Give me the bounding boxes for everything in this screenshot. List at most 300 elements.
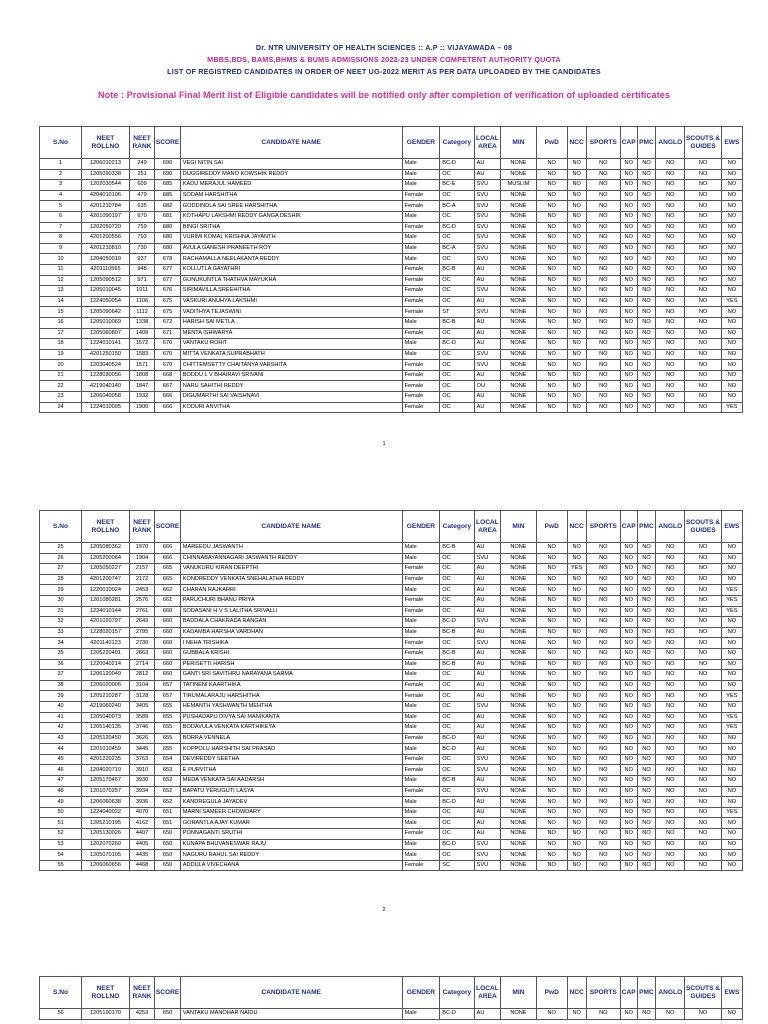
- cell-pwd: NO: [536, 275, 567, 286]
- cell-rollno: 1205190170: [82, 1009, 130, 1020]
- cell-sports: NO: [586, 850, 620, 861]
- cell-ews: NO: [721, 328, 742, 339]
- cell-gender: Female: [402, 296, 440, 307]
- cell-ews: NO: [721, 381, 742, 392]
- cell-local-area: SVU: [474, 701, 501, 712]
- cell-rank: 3746: [129, 723, 155, 734]
- cell-pwd: NO: [536, 860, 567, 871]
- cell-candidate-name: VANTAKU ROHIT: [180, 339, 402, 350]
- cell-pwd: NO: [536, 1009, 567, 1020]
- cell-pmc: NO: [637, 286, 656, 297]
- table-row: [40, 617, 743, 628]
- table-row: [40, 243, 743, 254]
- table-row: [40, 370, 743, 381]
- cell-score: 680: [155, 222, 181, 233]
- cell-pmc: NO: [637, 765, 656, 776]
- cell-ncc: YES: [567, 564, 586, 575]
- column-header-sports: SPORTS: [586, 977, 620, 1009]
- column-header-ews: EWS: [721, 977, 742, 1009]
- cell-scouts-guides: NO: [685, 275, 722, 286]
- cell-sno: 36: [40, 659, 82, 670]
- cell-sports: NO: [586, 595, 620, 606]
- cell-pwd: NO: [536, 754, 567, 765]
- cell-category: BC-D: [440, 617, 474, 628]
- cell-gender: Male: [402, 617, 440, 628]
- cell-rollno: 1201070257: [82, 786, 130, 797]
- cell-category: BC-E: [440, 180, 474, 191]
- cell-ncc: NO: [567, 807, 586, 818]
- table-row: [40, 381, 743, 392]
- cell-rank: 3405: [129, 701, 155, 712]
- cell-sports: NO: [586, 564, 620, 575]
- cell-rank: 937: [129, 254, 155, 265]
- cell-pmc: NO: [637, 744, 656, 755]
- merit-table-page-2: [39, 510, 743, 871]
- cell-category: OC: [440, 670, 474, 681]
- cell-category: OC: [440, 169, 474, 180]
- cell-gender: Male: [402, 585, 440, 596]
- cell-ncc: NO: [567, 296, 586, 307]
- cell-sports: NO: [586, 701, 620, 712]
- table-row: [40, 190, 743, 201]
- cell-ncc: NO: [567, 254, 586, 265]
- cell-anglo: NO: [656, 349, 685, 360]
- cell-local-area: SVU: [474, 754, 501, 765]
- cell-score: 677: [155, 264, 181, 275]
- cell-rollno: 1205130026: [82, 829, 130, 840]
- column-header-min: MIN: [501, 511, 536, 543]
- cell-min: NONE: [501, 360, 536, 371]
- cell-category: BC-B: [440, 264, 474, 275]
- cell-min: NONE: [501, 286, 536, 297]
- cell-scouts-guides: NO: [685, 818, 722, 829]
- cell-sports: NO: [586, 211, 620, 222]
- cell-pwd: NO: [536, 317, 567, 328]
- cell-anglo: NO: [656, 765, 685, 776]
- cell-pwd: NO: [536, 680, 567, 691]
- cell-sno: 27: [40, 564, 82, 575]
- cell-ncc: NO: [567, 744, 586, 755]
- cell-scouts-guides: NO: [685, 1009, 722, 1020]
- column-header-rank: NEET RANK: [129, 511, 155, 543]
- cell-score: 660: [155, 617, 181, 628]
- cell-score: 650: [155, 1009, 181, 1020]
- cell-ews: NO: [721, 286, 742, 297]
- cell-rank: 4162: [129, 818, 155, 829]
- cell-ews: NO: [721, 786, 742, 797]
- cell-cap: NO: [620, 776, 637, 787]
- cell-local-area: AU: [474, 829, 501, 840]
- cell-candidate-name: GODDINDLA SAI SREE HARSHITHA: [180, 201, 402, 212]
- cell-rank: 1571: [129, 360, 155, 371]
- table-row: [40, 776, 743, 787]
- cell-cap: NO: [620, 392, 637, 403]
- cell-rank: 730: [129, 243, 155, 254]
- cell-scouts-guides: NO: [685, 595, 722, 606]
- cell-pmc: NO: [637, 296, 656, 307]
- cell-pwd: NO: [536, 638, 567, 649]
- cell-min: NONE: [501, 585, 536, 596]
- cell-local-area: AU: [474, 169, 501, 180]
- cell-min: NONE: [501, 691, 536, 702]
- cell-rank: 3445: [129, 744, 155, 755]
- cell-gender: Male: [402, 659, 440, 670]
- cell-anglo: NO: [656, 701, 685, 712]
- cell-cap: NO: [620, 723, 637, 734]
- column-header-rank: NEET RANK: [129, 127, 155, 159]
- cell-pmc: NO: [637, 222, 656, 233]
- cell-ncc: NO: [567, 349, 586, 360]
- cell-cap: NO: [620, 264, 637, 275]
- cell-score: 675: [155, 307, 181, 318]
- cell-min: NONE: [501, 850, 536, 861]
- cell-scouts-guides: NO: [685, 392, 722, 403]
- cell-score: 676: [155, 286, 181, 297]
- cell-pmc: NO: [637, 317, 656, 328]
- cell-min: NONE: [501, 254, 536, 265]
- column-header-anglo: ANGLO: [656, 127, 685, 159]
- cell-anglo: NO: [656, 201, 685, 212]
- cell-pmc: NO: [637, 691, 656, 702]
- cell-category: OC: [440, 807, 474, 818]
- cell-sno: 11: [40, 264, 82, 275]
- cell-rollno: 4201020797: [82, 617, 130, 628]
- cell-scouts-guides: NO: [685, 180, 722, 191]
- cell-rank: 3104: [129, 680, 155, 691]
- cell-category: OC: [440, 564, 474, 575]
- cell-pmc: NO: [637, 1009, 656, 1020]
- cell-ews: NO: [721, 797, 742, 808]
- cell-ncc: NO: [567, 574, 586, 585]
- cell-sports: NO: [586, 286, 620, 297]
- cell-rank: 1011: [129, 286, 155, 297]
- cell-cap: NO: [620, 606, 637, 617]
- cell-local-area: AU: [474, 328, 501, 339]
- provisional-note: Note : Provisional Final Merit list of Eligible candidates will be notified only after completion of verification of uploaded certificates: [98, 90, 670, 100]
- cell-sports: NO: [586, 180, 620, 191]
- cell-rollno: 1205080362: [82, 543, 130, 554]
- cell-rank: 4405: [129, 839, 155, 850]
- cell-scouts-guides: NO: [685, 829, 722, 840]
- cell-pmc: NO: [637, 659, 656, 670]
- cell-anglo: NO: [656, 169, 685, 180]
- cell-category: BC-B: [440, 543, 474, 554]
- cell-score: 650: [155, 829, 181, 840]
- cell-ews: NO: [721, 553, 742, 564]
- cell-sno: 23: [40, 392, 82, 403]
- cell-category: BC-D: [440, 159, 474, 170]
- cell-gender: Male: [402, 712, 440, 723]
- cell-sports: NO: [586, 606, 620, 617]
- merit-table-page-3: [39, 976, 743, 1020]
- cell-category: BC-D: [440, 222, 474, 233]
- cell-pwd: NO: [536, 211, 567, 222]
- cell-rollno: 4201210810: [82, 243, 130, 254]
- column-header-rollno: NEET ROLLNO: [82, 127, 130, 159]
- column-header-pmc: PMC: [637, 127, 656, 159]
- table-row: [40, 839, 743, 850]
- cell-sno: 48: [40, 786, 82, 797]
- cell-gender: Female: [402, 606, 440, 617]
- cell-gender: Female: [402, 360, 440, 371]
- cell-score: 667: [155, 381, 181, 392]
- cell-pwd: NO: [536, 264, 567, 275]
- cell-rank: 1808: [129, 370, 155, 381]
- cell-score: 650: [155, 860, 181, 871]
- cell-local-area: SVU: [474, 786, 501, 797]
- cell-category: OC: [440, 392, 474, 403]
- cell-category: OC: [440, 254, 474, 265]
- column-header-local-area: LOCAL AREA: [474, 127, 501, 159]
- cell-category: OC: [440, 360, 474, 371]
- cell-ews: YES: [721, 807, 742, 818]
- cell-local-area: SVU: [474, 360, 501, 371]
- cell-ews: NO: [721, 1009, 742, 1020]
- cell-ncc: NO: [567, 818, 586, 829]
- cell-scouts-guides: NO: [685, 360, 722, 371]
- cell-scouts-guides: NO: [685, 201, 722, 212]
- cell-cap: NO: [620, 349, 637, 360]
- cell-ncc: NO: [567, 360, 586, 371]
- cell-category: OC: [440, 370, 474, 381]
- cell-rollno: 4201210784: [82, 201, 130, 212]
- cell-cap: NO: [620, 233, 637, 244]
- cell-ncc: NO: [567, 617, 586, 628]
- cell-pwd: NO: [536, 402, 567, 413]
- cell-local-area: AU: [474, 723, 501, 734]
- cell-gender: Female: [402, 574, 440, 585]
- cell-min: NONE: [501, 201, 536, 212]
- column-header-anglo: ANGLO: [656, 511, 685, 543]
- table-row: [40, 691, 743, 702]
- cell-min: NONE: [501, 860, 536, 871]
- cell-gender: Female: [402, 691, 440, 702]
- cell-rollno: 1205200064: [82, 553, 130, 564]
- cell-cap: NO: [620, 201, 637, 212]
- cell-cap: NO: [620, 169, 637, 180]
- cell-scouts-guides: NO: [685, 691, 722, 702]
- cell-sno: 8: [40, 233, 82, 244]
- cell-ews: NO: [721, 818, 742, 829]
- cell-rank: 1932: [129, 392, 155, 403]
- cell-category: BC-B: [440, 776, 474, 787]
- cell-pwd: NO: [536, 723, 567, 734]
- cell-cap: NO: [620, 638, 637, 649]
- cell-anglo: NO: [656, 829, 685, 840]
- cell-pwd: NO: [536, 617, 567, 628]
- cell-rank: 971: [129, 275, 155, 286]
- column-header-candidate-name: CANDIDATE NAME: [180, 127, 402, 159]
- cell-rank: 1900: [129, 402, 155, 413]
- cell-category: OC: [440, 574, 474, 585]
- cell-candidate-name: KOTHAPU LAKSHMI REDDY GANGA DESHIK: [180, 211, 402, 222]
- cell-pwd: NO: [536, 606, 567, 617]
- cell-pmc: NO: [637, 190, 656, 201]
- cell-ews: NO: [721, 839, 742, 850]
- cell-min: NONE: [501, 712, 536, 723]
- cell-local-area: AU: [474, 585, 501, 596]
- cell-score: 662: [155, 585, 181, 596]
- cell-sno: 1: [40, 159, 82, 170]
- cell-pwd: NO: [536, 564, 567, 575]
- cell-sports: NO: [586, 818, 620, 829]
- cell-pwd: NO: [536, 307, 567, 318]
- cell-scouts-guides: NO: [685, 638, 722, 649]
- cell-ews: NO: [721, 648, 742, 659]
- cell-rollno: 1205010069: [82, 317, 130, 328]
- cell-local-area: AU: [474, 564, 501, 575]
- table-row: [40, 574, 743, 585]
- cell-score: 660: [155, 606, 181, 617]
- header-row: [40, 511, 743, 543]
- cell-min: NONE: [501, 339, 536, 350]
- cell-gender: Male: [402, 723, 440, 734]
- table-row: [40, 797, 743, 808]
- cell-pmc: NO: [637, 392, 656, 403]
- cell-ews: NO: [721, 370, 742, 381]
- cell-category: SC: [440, 860, 474, 871]
- cell-rollno: 1206020006: [82, 680, 130, 691]
- cell-min: NONE: [501, 754, 536, 765]
- cell-sports: NO: [586, 1009, 620, 1020]
- table-row: [40, 754, 743, 765]
- cell-min: NONE: [501, 701, 536, 712]
- cell-ncc: NO: [567, 201, 586, 212]
- cell-local-area: AU: [474, 648, 501, 659]
- cell-pmc: NO: [637, 370, 656, 381]
- cell-candidate-name: NARU SAHITHI REDDY: [180, 381, 402, 392]
- cell-pwd: NO: [536, 744, 567, 755]
- cell-candidate-name: PONNAGANTI SRUTHI: [180, 829, 402, 840]
- cell-cap: NO: [620, 807, 637, 818]
- cell-sports: NO: [586, 190, 620, 201]
- cell-category: OC: [440, 786, 474, 797]
- cell-ews: NO: [721, 159, 742, 170]
- cell-local-area: SVU: [474, 222, 501, 233]
- cell-ncc: NO: [567, 786, 586, 797]
- column-header-rank: NEET RANK: [129, 977, 155, 1009]
- cell-anglo: NO: [656, 317, 685, 328]
- cell-min: NONE: [501, 211, 536, 222]
- cell-sports: NO: [586, 296, 620, 307]
- cell-sno: 53: [40, 839, 82, 850]
- cell-pmc: NO: [637, 829, 656, 840]
- cell-sports: NO: [586, 648, 620, 659]
- cell-gender: Male: [402, 233, 440, 244]
- cell-scouts-guides: NO: [685, 296, 722, 307]
- cell-gender: Male: [402, 670, 440, 681]
- table-row: [40, 275, 743, 286]
- cell-ews: NO: [721, 776, 742, 787]
- table-row: [40, 180, 743, 191]
- cell-scouts-guides: NO: [685, 670, 722, 681]
- cell-min: NONE: [501, 659, 536, 670]
- column-header-pmc: PMC: [637, 977, 656, 1009]
- cell-rollno: 1224010005: [82, 402, 130, 413]
- cell-rank: 3589: [129, 712, 155, 723]
- cell-local-area: AU: [474, 159, 501, 170]
- cell-score: 655: [155, 744, 181, 755]
- page-number: 2: [382, 907, 386, 913]
- cell-anglo: NO: [656, 275, 685, 286]
- cell-candidate-name: PARUCHURI BHANU PRIYA: [180, 595, 402, 606]
- cell-candidate-name: VURIMI KOMAL KRISHNA JAYANTH: [180, 233, 402, 244]
- cell-min: NONE: [501, 381, 536, 392]
- cell-cap: NO: [620, 381, 637, 392]
- cell-min: NONE: [501, 190, 536, 201]
- cell-sno: 21: [40, 370, 82, 381]
- cell-ncc: NO: [567, 638, 586, 649]
- column-header-pwd: PwD: [536, 127, 567, 159]
- table-row: [40, 222, 743, 233]
- cell-score: 681: [155, 211, 181, 222]
- cell-rollno: 4201140123: [82, 638, 130, 649]
- cell-pwd: NO: [536, 392, 567, 403]
- cell-rank: 3936: [129, 797, 155, 808]
- cell-sno: 26: [40, 553, 82, 564]
- column-header-ews: EWS: [721, 127, 742, 159]
- cell-ncc: NO: [567, 275, 586, 286]
- cell-scouts-guides: NO: [685, 860, 722, 871]
- cell-cap: NO: [620, 670, 637, 681]
- cell-sports: NO: [586, 349, 620, 360]
- cell-sports: NO: [586, 243, 620, 254]
- cell-ncc: NO: [567, 1009, 586, 1020]
- cell-rollno: 1206060656: [82, 860, 130, 871]
- table-row: [40, 712, 743, 723]
- cell-pwd: NO: [536, 328, 567, 339]
- cell-cap: NO: [620, 370, 637, 381]
- cell-sno: 29: [40, 585, 82, 596]
- cell-pwd: NO: [536, 807, 567, 818]
- cell-sno: 30: [40, 595, 82, 606]
- cell-pwd: NO: [536, 169, 567, 180]
- cell-cap: NO: [620, 648, 637, 659]
- cell-pmc: NO: [637, 723, 656, 734]
- cell-cap: NO: [620, 296, 637, 307]
- cell-rollno: 4201090197: [82, 211, 130, 222]
- cell-cap: NO: [620, 765, 637, 776]
- cell-score: 665: [155, 564, 181, 575]
- cell-pmc: NO: [637, 275, 656, 286]
- cell-candidate-name: TATINENI KAARTHIKA: [180, 680, 402, 691]
- cell-min: NONE: [501, 307, 536, 318]
- cell-gender: Female: [402, 392, 440, 403]
- cell-ncc: NO: [567, 381, 586, 392]
- cell-anglo: NO: [656, 786, 685, 797]
- cell-cap: NO: [620, 829, 637, 840]
- cell-cap: NO: [620, 1009, 637, 1020]
- cell-candidate-name: AVULA GANESH PRANEETH ROY: [180, 243, 402, 254]
- cell-pmc: NO: [637, 850, 656, 861]
- cell-min: NONE: [501, 275, 536, 286]
- cell-local-area: SVU: [474, 243, 501, 254]
- cell-min: NONE: [501, 392, 536, 403]
- table-row: [40, 807, 743, 818]
- cell-sno: 41: [40, 712, 82, 723]
- cell-scouts-guides: NO: [685, 381, 722, 392]
- cell-candidate-name: HARISH SAI METLA: [180, 317, 402, 328]
- cell-anglo: NO: [656, 211, 685, 222]
- table-row: [40, 349, 743, 360]
- cell-rollno: 1205050227: [82, 564, 130, 575]
- cell-score: 670: [155, 360, 181, 371]
- cell-pmc: NO: [637, 564, 656, 575]
- cell-cap: NO: [620, 839, 637, 850]
- cell-cap: NO: [620, 159, 637, 170]
- cell-sports: NO: [586, 691, 620, 702]
- cell-anglo: NO: [656, 797, 685, 808]
